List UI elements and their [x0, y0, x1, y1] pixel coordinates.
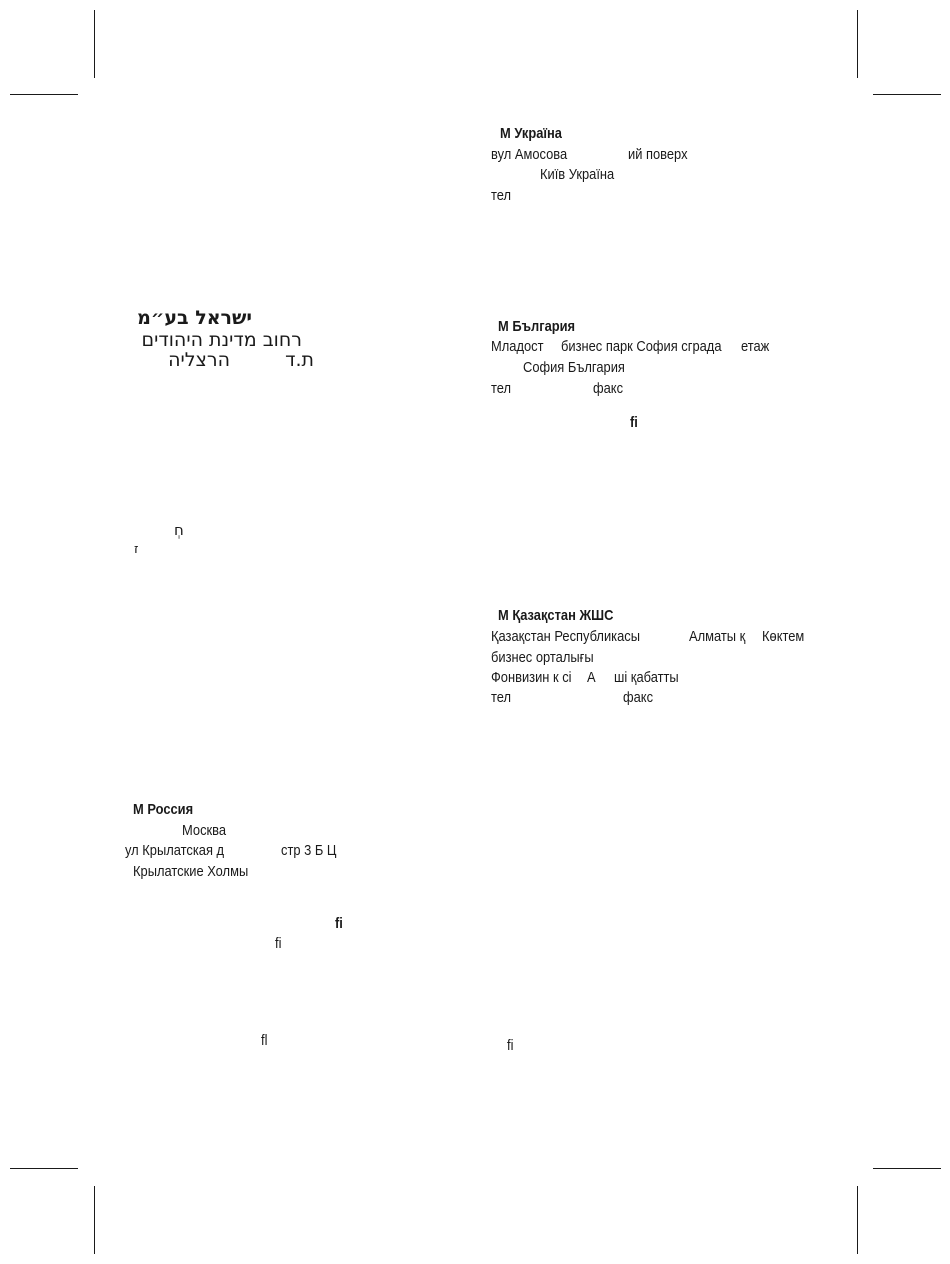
- kazakhstan-street-b: А: [587, 669, 596, 686]
- crop-mark-bottom-right-vertical: [857, 1186, 858, 1254]
- russia-ligature-3: fl: [261, 1032, 268, 1049]
- israel-company-name: ישראל בע״מ: [137, 307, 252, 329]
- israel-street: רחוב מדינת היהודים: [141, 329, 302, 351]
- crop-mark-bottom-right-horizontal: [873, 1168, 941, 1169]
- kazakhstan-heading: М Қазақстан ЖШС: [498, 607, 614, 624]
- kazakhstan-center: бизнес орталығы: [491, 649, 594, 666]
- crop-mark-top-right-horizontal: [873, 94, 941, 95]
- bulgaria-fax: факс: [593, 380, 624, 397]
- bulgaria-address-a: Младост: [491, 338, 544, 355]
- kazakhstan-fax: факс: [623, 689, 654, 706]
- kazakhstan-district: Көктем: [762, 628, 805, 645]
- ukraine-street: вул Амосова: [491, 146, 568, 163]
- bulgaria-heading: М България: [498, 318, 576, 335]
- israel-stray-glyph-2: ז: [134, 542, 139, 557]
- russia-complex: Крылатские Холмы: [133, 863, 249, 880]
- russia-building: стр 3 Б Ц: [281, 842, 337, 859]
- footer-ligature: fi: [507, 1037, 514, 1054]
- russia-ligature-2: fi: [275, 935, 282, 952]
- ukraine-floor: ий поверх: [628, 146, 688, 163]
- kazakhstan-floor: ші қабатты: [614, 669, 679, 686]
- kazakhstan-republic: Қазақстан Республикасы: [491, 628, 640, 645]
- russia-heading: М Россия: [133, 801, 194, 818]
- crop-mark-top-left-horizontal: [10, 94, 78, 95]
- kazakhstan-tel: тел: [491, 689, 512, 706]
- israel-stray-glyph-1: חְ: [174, 521, 184, 539]
- crop-mark-bottom-left-horizontal: [10, 1168, 78, 1169]
- ukraine-heading: М Україна: [500, 125, 562, 142]
- israel-city: הרצליה: [168, 349, 230, 371]
- bulgaria-city: София България: [523, 359, 625, 376]
- bulgaria-tel: тел: [491, 380, 512, 397]
- crop-mark-top-right-vertical: [857, 10, 858, 78]
- kazakhstan-street-a: Фонвизин к сі: [491, 669, 572, 686]
- bulgaria-address-b: бизнес парк София сграда: [561, 338, 722, 355]
- bulgaria-ligature: fi: [630, 414, 638, 431]
- crop-mark-top-left-vertical: [94, 10, 95, 78]
- russia-street: ул Крылатская д: [125, 842, 225, 859]
- ukraine-city: Київ Україна: [540, 166, 615, 183]
- russia-ligature-1: fi: [335, 915, 343, 932]
- israel-pobox: ת.ד: [285, 349, 314, 371]
- russia-city: Москва: [182, 822, 227, 839]
- kazakhstan-city: Алматы қ: [689, 628, 746, 645]
- crop-mark-bottom-left-vertical: [94, 1186, 95, 1254]
- ukraine-tel: тел: [491, 187, 512, 204]
- bulgaria-floor: етаж: [741, 338, 770, 355]
